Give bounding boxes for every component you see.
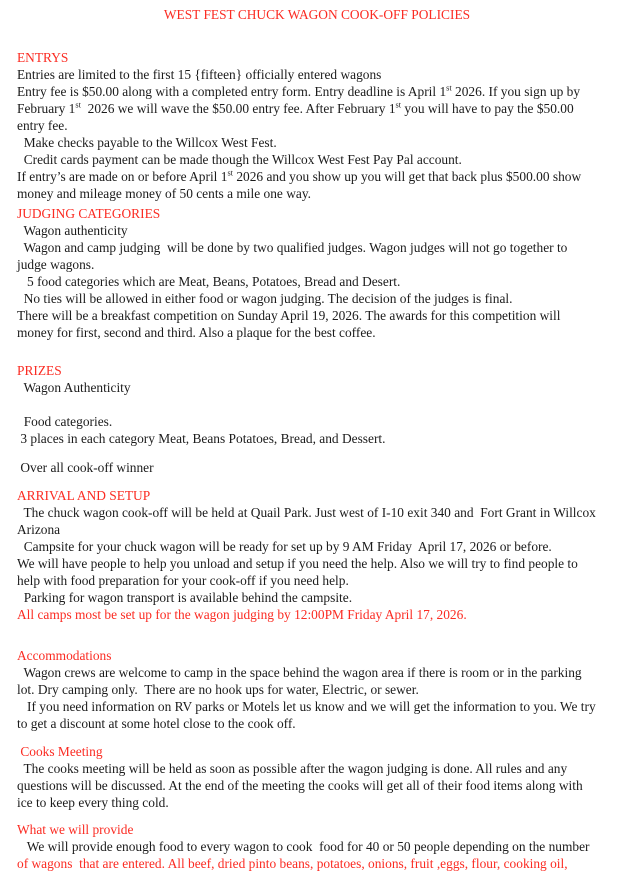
ordinal-superscript: st [395,100,402,110]
section-heading: ENTRYS [17,50,69,65]
text-segment: February 1 [17,101,76,116]
section-accommodations [17,647,617,732]
section-arrival-and-setup [17,487,617,623]
text-line: Wagon and camp judging will be done by two qualified judges. Wagon judges will not go together to [17,240,568,255]
section-entrys [17,49,617,202]
text-line: Over all cook-off winner [17,460,154,475]
text-line: Wagon crews are welcome to camp in the space behind the wagon area if there is room or in the parking [17,665,582,680]
text-segment: Entry fee is $50.00 along with a completed entry form. Entry deadline is April 1 [17,84,447,99]
text-line: We will have people to help you unload and setup if you need the help. Also we will try to find people to [17,556,578,571]
section-prizes [17,362,617,476]
section-cooks-meeting [17,743,617,811]
text-line: No ties will be allowed in either food or wagon judging. The decision of the judges is final. [17,291,513,306]
section-heading: Accommodations [17,648,112,663]
ordinal-superscript: st [227,168,233,178]
text-line: Arizona [17,522,61,537]
section-heading: What we will provide [17,822,134,837]
text-segment: 2026 and you show up you will get that back plus $500.00 show [233,169,582,184]
text-line: money and mileage money of 50 cents a mile one way. [17,186,312,201]
ordinal-superscript: st [75,100,81,110]
text-line: judge wagons. [17,257,95,272]
text-line: 5 food categories which are Meat, Beans, Potatoes, Bread and Desert. [17,274,401,289]
text-segment: you will have to pay the $50.00 [401,101,574,116]
text-line: Wagon authenticity [17,223,128,238]
text-line: ice to keep every thing cold. [17,795,169,810]
text-line [17,83,617,100]
section-heading: ARRIVAL AND SETUP [17,488,151,503]
text-line: The chuck wagon cook-off will be held at Quail Park. Just west of I-10 exit 340 and Fort Grant in Willcox [17,505,596,520]
text-line: Credit cards payment can be made though the Willcox West Fest Pay Pal account. [17,152,462,167]
text-line: questions will be discussed. At the end of the meeting the cooks will get all of their food items along with [17,778,583,793]
blank-line [17,447,617,459]
text-line [17,168,617,185]
text-line: Entries are limited to the first 15 {fifteen} officially entered wagons [17,67,382,82]
text-line: lot. Dry camping only. There are no hook ups for water, Electric, or sewer. [17,682,419,697]
text-segment: 2026 we will wave the $50.00 entry fee. After February 1 [80,101,396,116]
text-line: Parking for wagon transport is available behind the campsite. [17,590,353,605]
section-judging-categories [17,205,617,341]
section-heading: Cooks Meeting [17,744,103,759]
blank-line [17,396,617,413]
text-line: money for first, second and third. Also a plaque for the best coffee. [17,325,376,340]
document-title: WEST FEST CHUCK WAGON COOK-OFF POLICIES [163,7,471,22]
text-line: Food categories. [17,414,113,429]
section-what-we-will-provide [17,821,617,872]
text-line: help with food preparation for your cook-off if you need help. [17,573,349,588]
text-segment: 2026. If you sign up by [451,84,581,99]
text-line-emphasis: of wagons that are entered. All beef, dried pinto beans, potatoes, onions, fruit ,eggs, flour, cooking oil, [17,856,568,871]
text-line: If you need information on RV parks or Motels let us know and we will get the information to you. We try [17,699,596,714]
ordinal-superscript: st [446,83,452,93]
text-line: Wagon Authenticity [17,380,131,395]
text-line: We will provide enough food to every wagon to cook food for 40 or 50 people depending on the number [17,839,590,854]
text-line: Make checks payable to the Willcox West Fest. [17,135,277,150]
text-segment: If entry’s are made on or before April 1 [17,169,228,184]
text-line: There will be a breakfast competition on Sunday April 19, 2026. The awards for this competition will [17,308,561,323]
text-line: entry fee. [17,118,68,133]
text-line: The cooks meeting will be held as soon as possible after the wagon judging is done. All rules and any [17,761,568,776]
text-line: Campsite for your chuck wagon will be ready for set up by 9 AM Friday April 17, 2026 or before. [17,539,552,554]
text-line-emphasis: All camps most be set up for the wagon judging by 12:00PM Friday April 17, 2026. [17,607,467,622]
text-line: to get a discount at some hotel close to the cook off. [17,716,296,731]
text-line [17,100,617,117]
text-line: 3 places in each category Meat, Beans Potatoes, Bread, and Dessert. [17,431,386,446]
section-heading: PRIZES [17,363,62,378]
section-heading: JUDGING CATEGORIES [17,206,161,221]
